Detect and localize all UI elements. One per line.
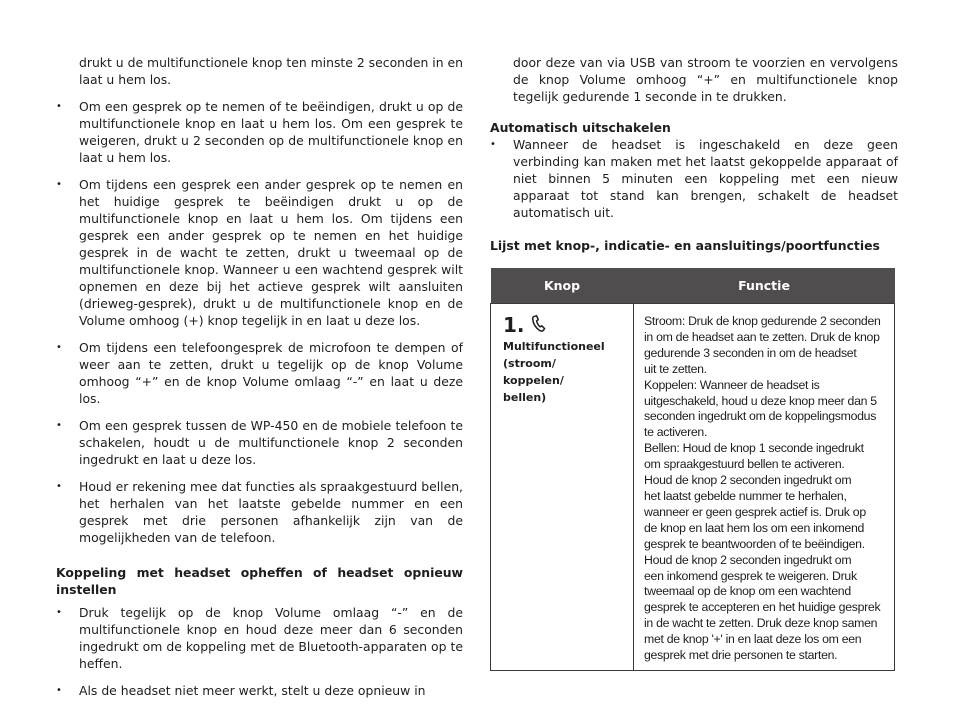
list-item: • Houd er rekening mee dat functies als spraakgestuurd bellen, het herhalen van het laatste gebelde nummer en een gesprek met drie personen afhankelijk zijn van de mogelijkheden van de telefoon. [56, 478, 463, 546]
auto-off-list [490, 136, 898, 221]
right-column [490, 0, 898, 254]
functie-line: een inkomend gesprek te weigeren. Druk [644, 568, 857, 583]
reset-list [56, 604, 463, 699]
section-heading-auto-off: Automatisch uitschakelen [490, 120, 671, 135]
list-item: • Druk tegelijk op de knop Volume omlaag “-” en de multifunctionele knop en houd deze meer dan 6 seconden ingedrukt om de koppeling met de Bluetooth-apparaten op te heffen. [56, 604, 463, 672]
functie-line: in de wacht te zetten. Druk deze knop samen [644, 616, 878, 631]
function-table [490, 268, 895, 671]
knop-name: Multifunctioneel (stroom/ koppelen/ bellen) [503, 340, 605, 404]
functie-line: uit te zetten. [644, 361, 707, 376]
functie-cell [634, 304, 895, 671]
phone-icon [531, 314, 546, 336]
functie-line: de knop en laat hem los om een inkomend [644, 520, 865, 535]
table-row [491, 304, 895, 671]
functie-line: het laatst gebelde nummer te herhalen, [644, 488, 847, 503]
functie-line: gesprek met drie personen te starten. [644, 648, 838, 663]
knop-number: 1. [503, 313, 525, 337]
functie-line: gesprek te accepteren en het huidige gesprek [644, 600, 881, 615]
table-title: Lijst met knop-, indicatie- en aansluitings/poortfuncties [490, 238, 880, 253]
continuation-text: drukt u de multifunctionele knop ten minste 2 seconden in en laat u hem los. [79, 55, 463, 87]
continuation-text: door deze van via USB van stroom te voorzien en vervolgens de knop Volume omhoog “+” en multifunctionele knop tegelijk gedurende 1 seconde in te drukken. [513, 55, 898, 104]
table-header-row [491, 268, 895, 304]
functie-line: in om de headset aan te zetten. Druk de knop [644, 329, 880, 344]
call-handling-list [56, 98, 463, 546]
list-item: • Wanneer de headset is ingeschakeld en deze geen verbinding kan maken met het laatst gekoppelde apparaat of niet binnen 5 minuten een koppeling met een nieuw apparaat tot stand kan brengen, schakelt de headset automatisch uit. [490, 136, 898, 221]
functie-line: gesprek te beantwoorden of te beëindigen. [644, 536, 865, 551]
functie-line: te activeren. [644, 425, 708, 440]
list-item: • Om tijdens een telefoongesprek de microfoon te dempen of weer aan te zetten, drukt u tegelijk op de knop Volume omhoog “+” en de knop Volume omlaag “-” en laat u deze los. [56, 339, 463, 407]
list-item: • Om een gesprek op te nemen of te beëindigen, drukt u op de multifunctionele knop en laat u hem los. Om een gesprek te weigeren, drukt u 2 seconden op de multifunctionele knop en laat u hem los. [56, 98, 463, 166]
left-column [56, 0, 463, 699]
functie-line: met de knop '+' in en laat deze los om een [644, 632, 862, 647]
functie-line: tweemaal op de knop om een wachtend [644, 584, 851, 599]
functie-line: seconden ingedrukt om de koppelingsmodus [644, 409, 877, 424]
functie-line: Koppelen: Wanneer de headset is [644, 377, 820, 392]
list-item: • Als de headset niet meer werkt, stelt u deze opnieuw in [56, 682, 463, 699]
column-header-functie: Functie [634, 268, 895, 304]
section-heading-reset: Koppeling met headset opheffen of headset opnieuw instellen [56, 565, 463, 597]
knop-number-row [503, 314, 627, 336]
functie-line: wanneer er geen gesprek actief is. Druk op [644, 504, 866, 519]
list-item: • Om een gesprek tussen de WP-450 en de mobiele telefoon te schakelen, houdt u de multifunctionele knop 2 seconden ingedrukt en laat u deze los. [56, 417, 463, 468]
functie-line: Stroom: Druk de knop gedurende 2 seconden [644, 314, 881, 328]
knop-cell [491, 304, 634, 671]
functie-line: Bellen: Houd de knop 1 seconde ingedrukt [644, 441, 864, 456]
functie-line: Houd de knop 2 seconden ingedrukt om [644, 473, 852, 488]
column-header-knop: Knop [491, 268, 634, 304]
functie-line: uitgeschakeld, houd u deze knop meer dan 5 [644, 393, 877, 408]
functie-line: om spraakgestuurd bellen te activeren. [644, 457, 845, 472]
functie-line: gedurende 3 seconden in om de headset [644, 345, 857, 360]
list-item: • Om tijdens een gesprek een ander gesprek op te nemen en het huidige gesprek te beëindigen drukt u op de multifunctionele knop en laat u hem los. Om tijdens een gesprek een ander gesprek op te nemen en het huidige gesprek in de wacht te zetten, drukt u tweemaal op de multifunctionele knop. Wanneer u een wachtend gesprek wilt opnemen en deze bij het actieve gesprek wilt aansluiten (drieweg-gesprek), drukt u de multifunctionele knop en de Volume omhoog (+) knop tegelijk in en laat u deze los. [56, 176, 463, 329]
functie-line: Houd de knop 2 seconden ingedrukt om [644, 552, 852, 567]
